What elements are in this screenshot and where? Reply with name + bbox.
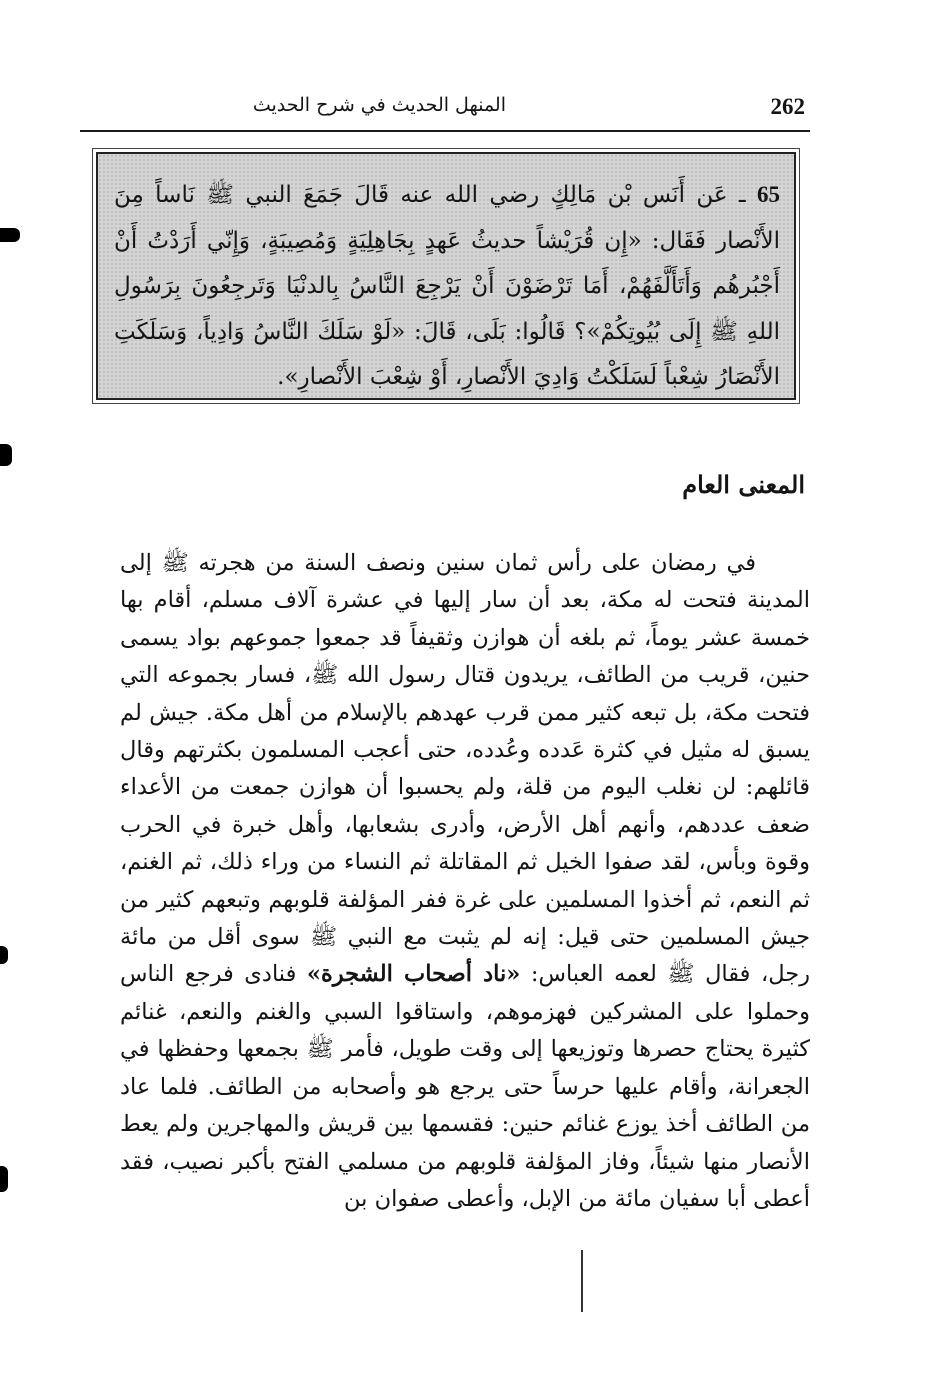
- scan-gutter-mark: [0, 444, 12, 466]
- section-heading: المعنى العام: [682, 470, 805, 499]
- page-number: 262: [770, 94, 805, 119]
- hadith-number: 65: [757, 182, 781, 207]
- body-text-part-1: في رمضان على رأس ثمان سنين ونصف السنة من هجرته ﷺ إلى المدينة فتحت له مكة، بعد أن سار إليها في عشرة آلاف مسلم، أقام بها خمسة عشر يوماً، ثم بلغه أن هوازن وثقيفاً قد جمعوا جموعهم بواد يسمى حنين، قريب من الطائف، يريدون قتال رسول الله ﷺ، فسار بجموعه التي فتحت مكة، بل تبعه كثير ممن قرب عهدهم بالإسلام من أهل مكة. جيش لم يسبق له مثيل في كثرة عَدده وعُدده، حتى أعجب المسلمون بكثرتهم وقال قائلهم: لن نغلب اليوم من قلة، ولم يحسبوا أن هوازن جمعت من الأعداء ضعف عددهم، وأنهم أهل الأرض، وأدرى بشعابها، وأهل خبرة في الحرب وقوة وبأس، لقد صفوا الخيل ثم المقاتلة ثم النساء من وراء ذلك، ثم الغنم، ثم النعم، ثم أخذوا المسلمين على غرة ففر المؤلفة قلوبهم وتبعهم كثير من جيش المسلمين حتى قيل: إنه لم يثبت مع النبي ﷺ سوى أقل من مائة رجل، فقال ﷺ لعمه العباس:: [120, 550, 811, 988]
- hadith-text: [114, 172, 780, 401]
- running-title: المنهل الحديث في شرح الحديث: [252, 94, 506, 116]
- body-paragraph: [120, 545, 810, 1218]
- hadith-box: [96, 152, 796, 400]
- bold-phrase: «ناد أصحاب الشجرة»: [306, 961, 521, 988]
- hadith-body: ـ عَن أَنَس بْن مَالِكٍ رضي الله عنه قَالَ جَمَعَ النبي ﷺ نَاساً مِنَ الأَنْصار فَقَال: «إِن قُرَيْشاً حديثُ عَهدٍ بِجَاهِلِيَةٍ وَمُصِيبَةٍ، وَإِنّي أَرَدْتُ أَنْ أَجْبُرهُم وَأَتَأَلَّفَهُمْ، أَمَا تَرْضَوْنَ أَنْ يَرْجِعَ النَّاسُ بِالدنْيَا وَتَرجِعُونَ بِرَسُولِ اللهِ ﷺ إِلَى بُيُوتِكُمْ»؟ قَالُوا: بَلَى، قَالَ: «لَوْ سَلَكَ النَّاسُ وَادِياً، وَسَلَكَتِ الأَنْصَارُ شِعْباً لَسَلَكْتُ وَادِيَ الأَنْصارِ، أَوْ شِعْبَ الأَنْصارِ».: [114, 182, 780, 390]
- scan-line: [581, 1250, 583, 1312]
- body-text-part-2: فنادى فرجع الناس وحملوا على المشركين فهزموهم، واستاقوا السبي والغنم والنعم، غنائم كثيرة يحتاج حصرها وتوزيعها إلى وقت طويل، فأمر ﷺ بجمعها وحفظها في الجعرانة، وأقام عليها حرساً حتى يرجع هو وأصحابه من الطائف. فلما عاد من الطائف أخذ يوزع غنائم حنين: فقسمها بين قريش والمهاجرين ولم يعط الأنصار منها شيئاً، وفاز المؤلفة قلوبهم من مسلمي الفتح بأكبر نصيب، فقد أعطى أبا سفيان مائة من الإبل، وأعطى صفوان بن: [120, 961, 810, 1212]
- header-rule: [80, 130, 810, 132]
- scan-gutter-mark: [0, 228, 20, 242]
- scan-gutter-mark: [0, 946, 8, 964]
- scan-gutter-mark: [0, 1166, 8, 1192]
